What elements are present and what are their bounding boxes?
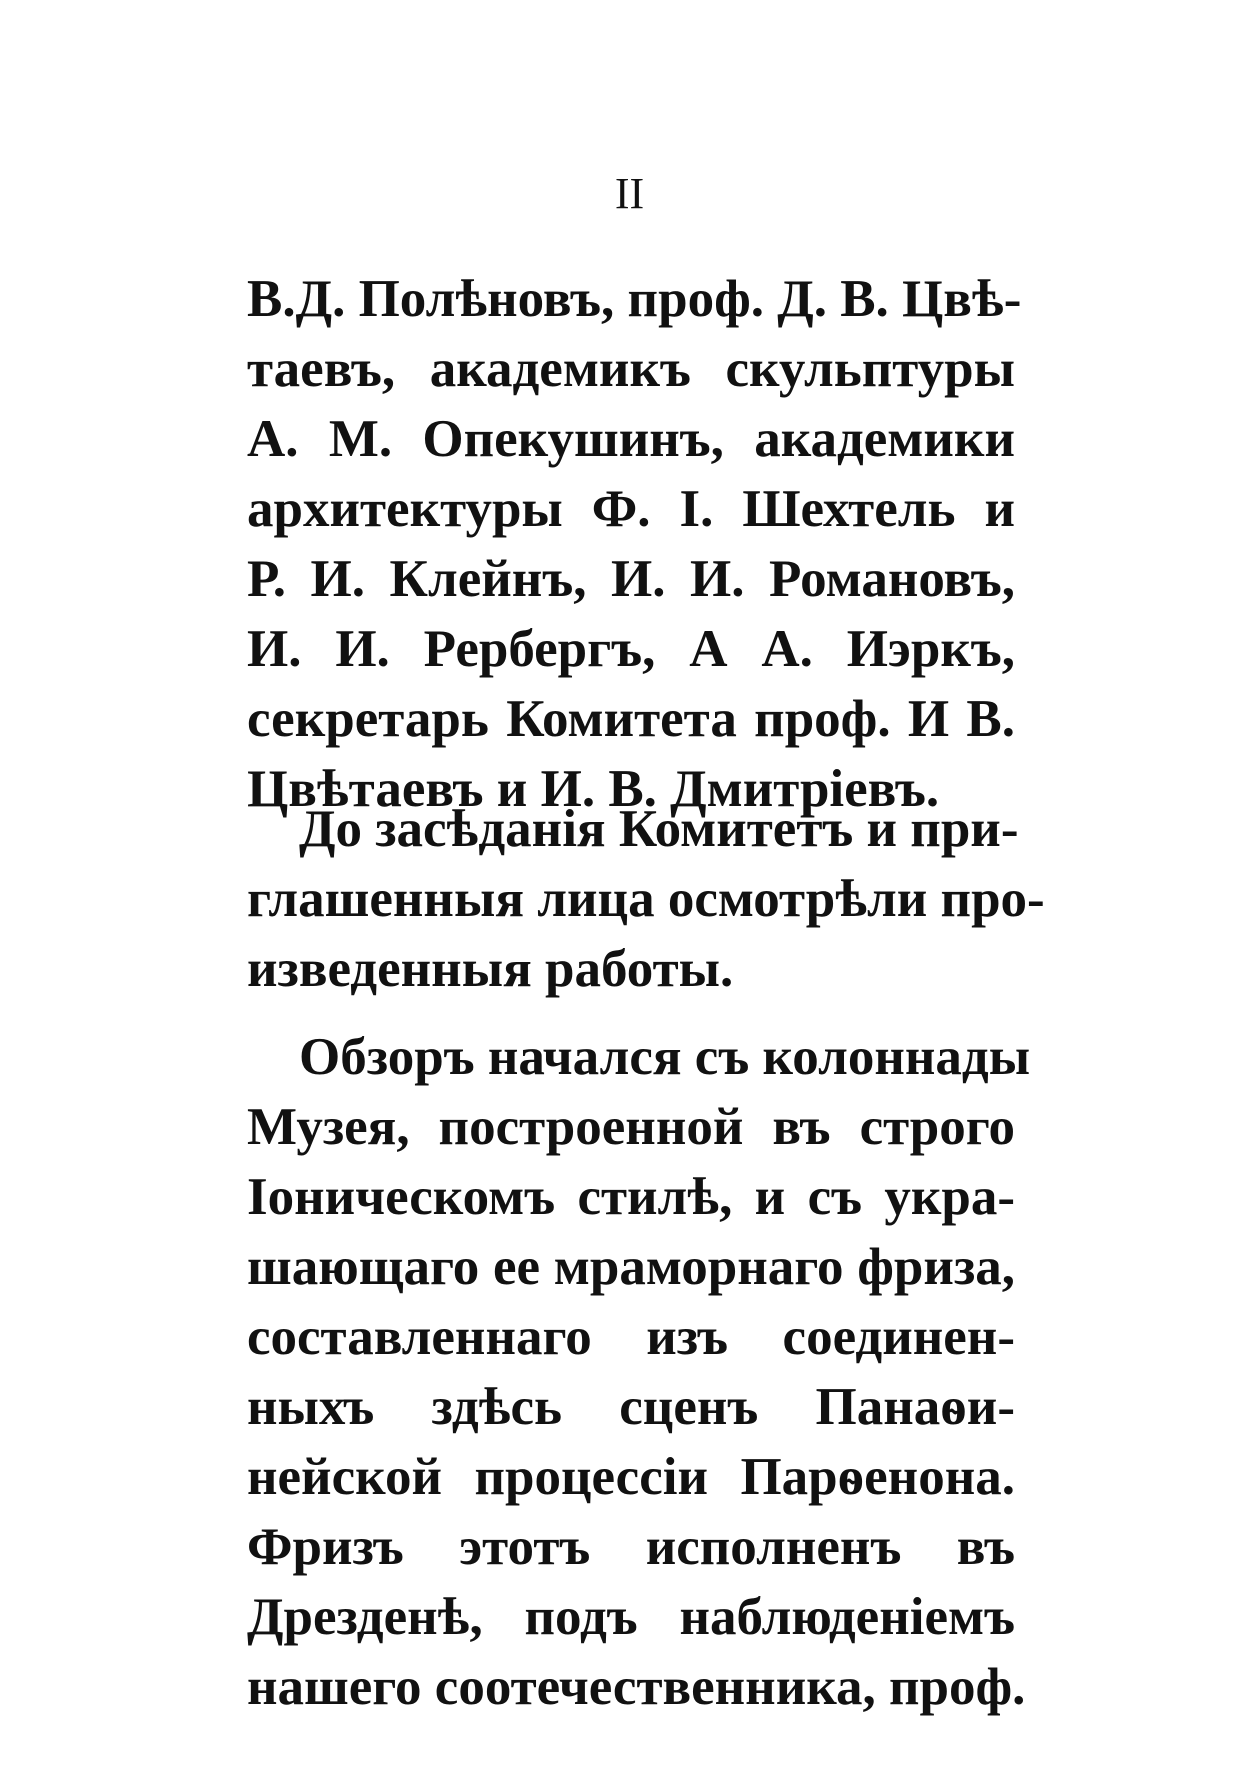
paragraph-committee-members (247, 264, 1022, 824)
text-line: шающаго ее мраморнаго фриза, (247, 1238, 1015, 1296)
paragraph-colonnade (247, 1022, 1031, 1722)
text-line: А. М. Опекушинъ, академики (247, 410, 1015, 468)
text-line: Музея, построенной въ строго (247, 1098, 1015, 1156)
text-line: Іоническомъ стилѣ, и съ укра- (247, 1168, 1015, 1226)
text-line: нейской процессіи Парѳенона. (247, 1448, 1015, 1506)
text-line: Обзоръ начался съ колоннады (299, 1028, 1031, 1086)
text-line: Р. И. Клейнъ, И. И. Романовъ, (247, 550, 1015, 608)
text-line: До засѣданія Комитетъ и при- (299, 800, 1019, 858)
text-line: В.Д. Полѣновъ, проф. Д. В. Цвѣ- (247, 270, 1022, 328)
text-line: Цвѣтаевъ и И. В. Дмитріевъ. (247, 760, 940, 818)
text-line: глашенныя лица осмотрѣли про- (247, 870, 1045, 928)
text-line: ныхъ здѣсь сценъ Панаѳи- (247, 1378, 1015, 1436)
text-line: Фризъ этотъ исполненъ въ (247, 1518, 1015, 1576)
text-line: И. И. Рербергъ, А А. Иэркъ, (247, 620, 1015, 678)
text-line: секретарь Комитета проф. И В. (247, 690, 1015, 748)
text-line: изведенныя работы. (247, 940, 734, 998)
text-line: архитектуры Ф. І. Шехтель и (247, 480, 1015, 538)
text-line: составленнаго изъ соединен- (247, 1308, 1015, 1366)
page-number: II (614, 169, 645, 218)
text-line: таевъ, академикъ скульптуры (247, 340, 1015, 398)
text-line: нашего соотечественника, проф. (247, 1658, 1026, 1716)
text-line: Дрезденѣ, подъ наблюденіемъ (247, 1588, 1015, 1646)
paragraph-inspection (247, 794, 1045, 1004)
